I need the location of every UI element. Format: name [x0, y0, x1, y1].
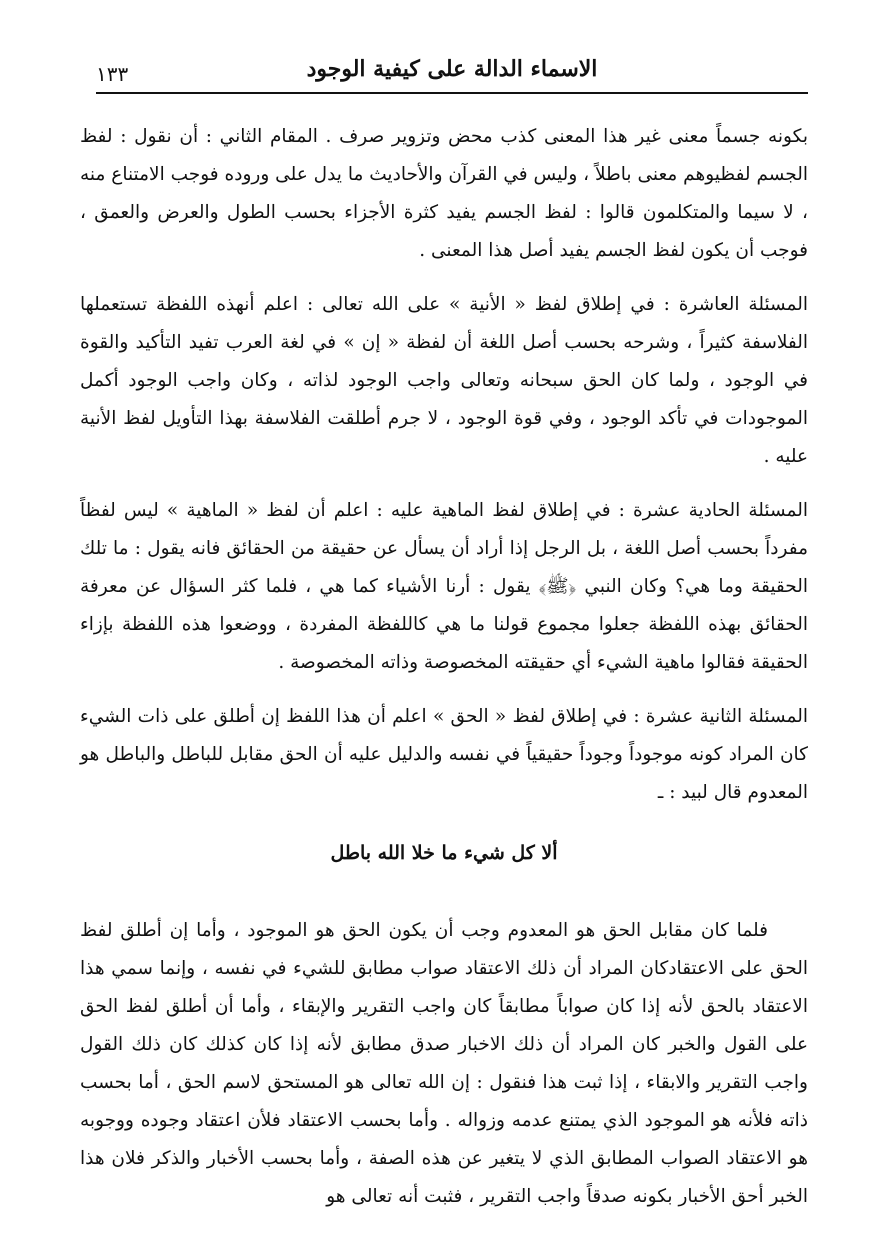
paragraph: بكونه جسماً معنى غير هذا المعنى كذب محض وتزوير صرف . المقام الثاني : أن نقول : لفظ الجسم لفظيوهم معنى باطلاً ، وليس في القرآن والأحاديث ما يدل على وروده فوجب الامتناع منه ، لا سيما والمتكلمون قالوا : لفظ الجسم يفيد كثرة الأجزاء بحسب الطول والعرض والعمق ، فوجب أن يكون لفظ الجسم يفيد أصل هذا المعنى . [80, 126, 808, 261]
running-title: الاسماء الدالة على كيفية الوجود [306, 56, 598, 82]
paragraph: المسئلة العاشرة : في إطلاق لفظ « الأنية » على الله تعالى : اعلم أنهذه اللفظة تستعملها الفلاسفة كثيراً ، وشرحه بحسب أصل اللغة أن لفظة « إن » في لغة العرب تفيد التأكيد والقوة في الوجود ، ولما كان الحق سبحانه وتعالى واجب الوجود لذاته ، وكان واجب الوجود أكمل الموجودات في تأكد الوجود ، وفي قوة الوجود ، لا جرم أطلقت الفلاسفة بهذا التأويل لفظ الأنية عليه . [80, 294, 808, 467]
page-number: ١٣٣ [96, 62, 129, 86]
page-header [96, 52, 808, 94]
paragraph: فلما كان مقابل الحق هو المعدوم وجب أن يكون الحق هو الموجود ، وأما إن أطلق لفظ الحق على الاعتقادكان المراد أن ذلك الاعتقاد صواب مطابق للشيء في نفسه ، وإنما سمي هذا الاعتقاد بالحق لأنه إذا كان صواباً مطابقاً كان واجب التقرير والإبقاء ، وأما أن أطلق لفظ الحق على القول والخبر كان المراد أن ذلك الاخبار صدق مطابق لأنه إذا كان كذلك كان ذلك القول واجب التقرير والابقاء ، إذا ثبت هذا فنقول : إن الله تعالى هو المستحق لاسم الحق ، أما بحسب ذاته فلأنه هو الموجود الذي يمتنع عدمه وزواله . وأما بحسب الاعتقاد فلأن اعتقاد وجوده ووجوبه هو الاعتقاد الصواب المطابق الذي لا يتغير عن هذه الصفة ، وأما بحسب الأخبار والذكر فلان هذا الخبر أحق الأخبار بكونه صدقاً واجب التقرير ، فثبت أنه تعالى هو [80, 920, 808, 1207]
paragraph: المسئلة الثانية عشرة : في إطلاق لفظ « الحق » اعلم أن هذا اللفظ إن أطلق على ذات الشيء كان المراد كونه موجوداً وجوداً حقيقياً في نفسه والدليل عليه أن الحق مقابل للباطل والباطل هو المعدوم قال لبيد : ـ [80, 706, 808, 803]
poetry-verse: ألا كل شيء ما خلا الله باطل [330, 842, 558, 864]
page-body [80, 118, 808, 1232]
paragraph: المسئلة الحادية عشرة : في إطلاق لفظ الماهية عليه : اعلم أن لفظ « الماهية » ليس لفظاً مفرداً بحسب أصل اللغة ، بل الرجل إذا أراد أن يسأل عن حقيقة من الحقائق فانه يقول : ما تلك الحقيقة وما هي؟ وكان النبي ﴿ﷺ﴾ يقول : أرنا الأشياء كما هي ، فلما كثر السؤال عن معرفة الحقائق بهذه اللفظة جعلوا مجموع قولنا ما هي كاللفظة المفردة ، ووضعوا هذه اللفظة بإزاء الحقيقة فقالوا ماهية الشيء أي حقيقته المخصوصة وذاته المخصوصة . [80, 500, 808, 673]
